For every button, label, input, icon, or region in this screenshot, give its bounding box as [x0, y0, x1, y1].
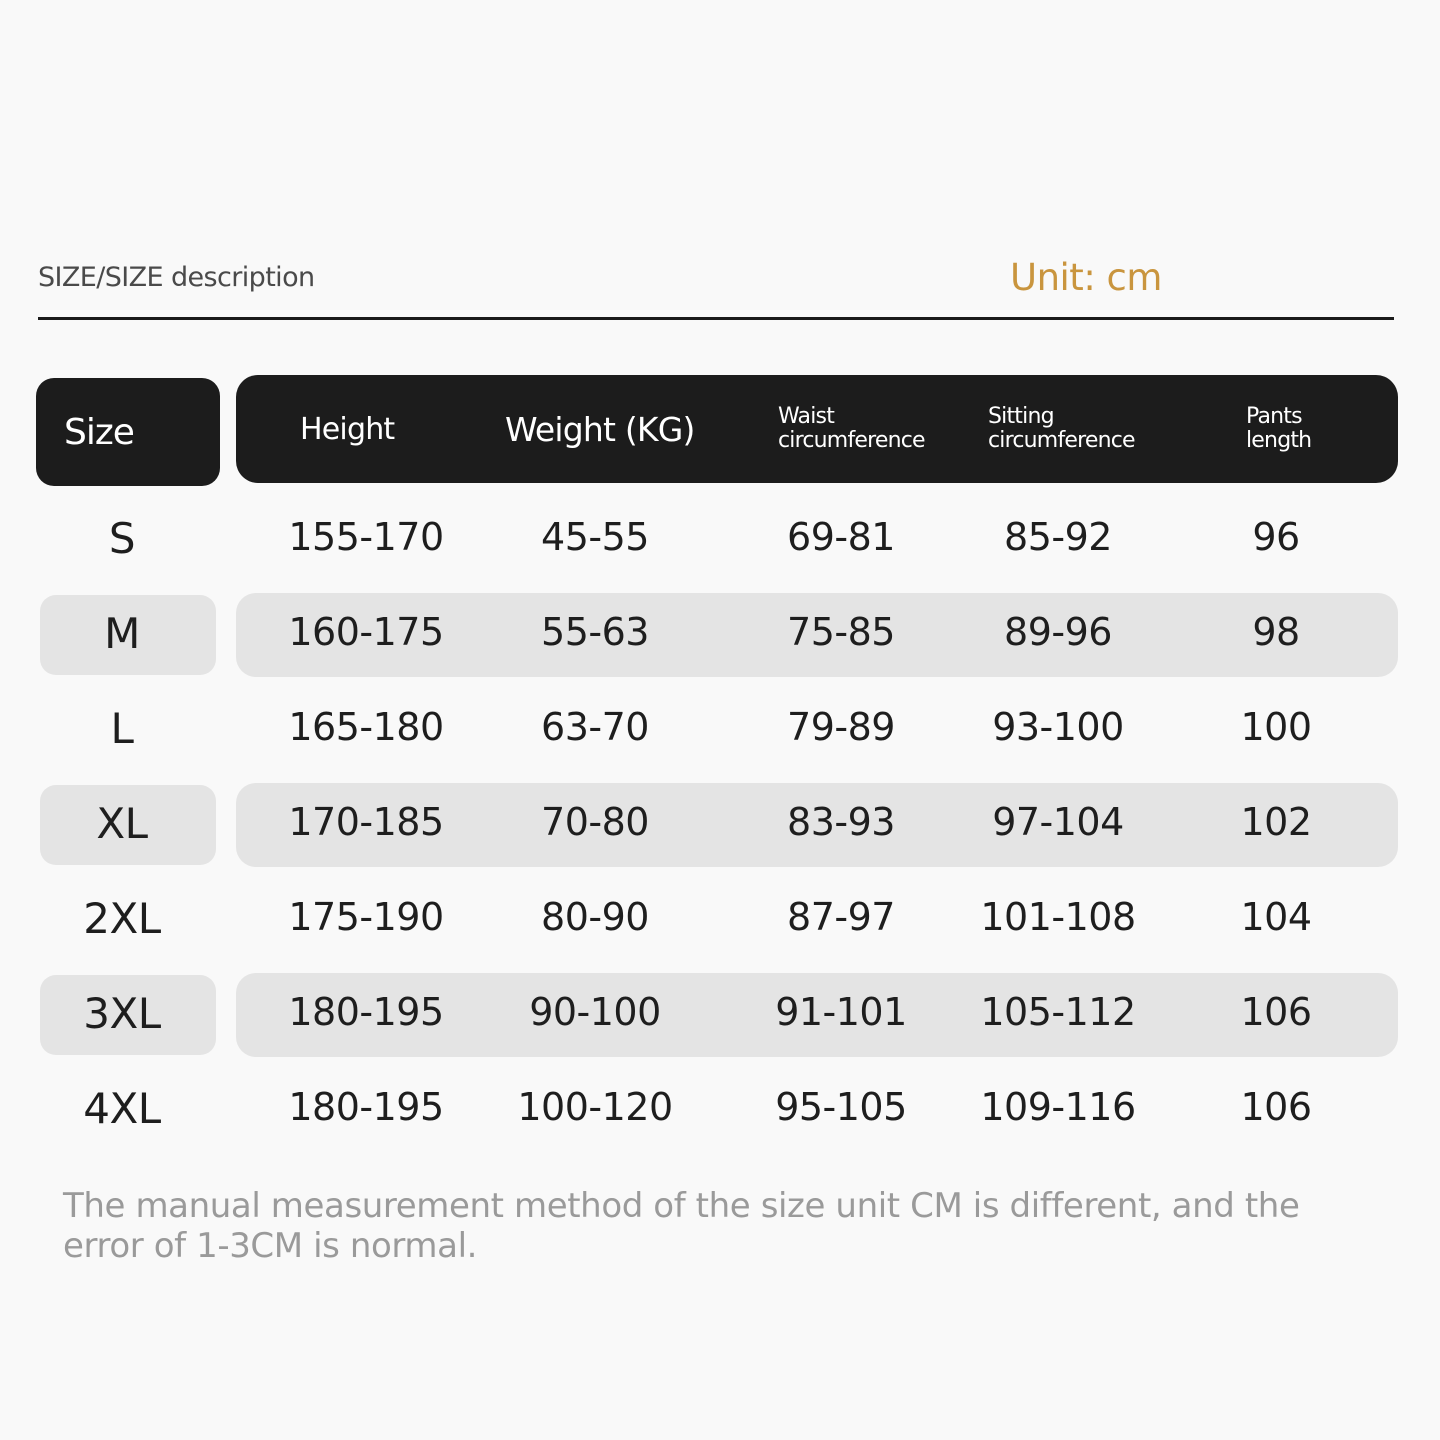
- cell-height: 155-170: [288, 515, 444, 559]
- cell-waist: 91-101: [775, 990, 907, 1034]
- cell-height: 170-185: [288, 800, 444, 844]
- cell-pants: 106: [1240, 1085, 1312, 1129]
- header-waist-line2: circumference: [778, 428, 925, 453]
- cell-weight: 63-70: [541, 705, 649, 749]
- unit-label: Unit: cm: [1010, 256, 1162, 299]
- cell-pants: 96: [1252, 515, 1300, 559]
- cell-sitting: 89-96: [1004, 610, 1112, 654]
- cell-size: S: [108, 514, 136, 563]
- cell-size: M: [104, 609, 140, 658]
- cell-size: 3XL: [83, 989, 161, 1038]
- header-weight: Weight (KG): [505, 409, 695, 449]
- cell-sitting: 101-108: [980, 895, 1136, 939]
- footnote: The manual measurement method of the size unit CM is different, and the error of 1-3CM is normal.: [63, 1186, 1300, 1266]
- header-waist: [778, 375, 925, 483]
- cell-pants: 106: [1240, 990, 1312, 1034]
- cell-size: 4XL: [83, 1084, 161, 1133]
- cell-height: 180-195: [288, 990, 444, 1034]
- header-waist-line1: Waist: [778, 404, 835, 429]
- header-sitting-line2: circumference: [988, 428, 1135, 453]
- header-pants-line2: length: [1246, 428, 1312, 453]
- cell-weight: 100-120: [517, 1085, 673, 1129]
- cell-waist: 83-93: [787, 800, 895, 844]
- header-sitting-line1: Sitting: [988, 404, 1054, 429]
- cell-sitting: 97-104: [992, 800, 1124, 844]
- header-height: Height: [300, 411, 395, 447]
- cell-height: 175-190: [288, 895, 444, 939]
- cell-weight: 80-90: [541, 895, 649, 939]
- cell-size: 2XL: [83, 894, 161, 943]
- header-size: Size: [36, 378, 220, 486]
- cell-waist: 95-105: [775, 1085, 907, 1129]
- chart-title: SIZE/SIZE description: [38, 262, 315, 293]
- cell-weight: 45-55: [541, 515, 649, 559]
- table-header: [236, 375, 1398, 483]
- cell-waist: 75-85: [787, 610, 895, 654]
- cell-height: 160-175: [288, 610, 444, 654]
- cell-waist: 87-97: [787, 895, 895, 939]
- cell-height: 165-180: [288, 705, 444, 749]
- cell-size: L: [110, 704, 134, 753]
- cell-pants: 100: [1240, 705, 1312, 749]
- cell-pants: 98: [1252, 610, 1300, 654]
- cell-sitting: 93-100: [992, 705, 1124, 749]
- cell-height: 180-195: [288, 1085, 444, 1129]
- cell-sitting: 109-116: [980, 1085, 1136, 1129]
- cell-weight: 70-80: [541, 800, 649, 844]
- header-pants-line1: Pants: [1246, 404, 1302, 429]
- cell-waist: 69-81: [787, 515, 895, 559]
- cell-sitting: 85-92: [1004, 515, 1112, 559]
- cell-weight: 55-63: [541, 610, 649, 654]
- header-pants: [1246, 375, 1311, 483]
- cell-weight: 90-100: [529, 990, 661, 1034]
- cell-size: XL: [96, 799, 148, 848]
- header-sitting: [988, 375, 1135, 483]
- cell-sitting: 105-112: [980, 990, 1136, 1034]
- cell-pants: 104: [1240, 895, 1312, 939]
- divider: [38, 317, 1394, 320]
- cell-pants: 102: [1240, 800, 1312, 844]
- cell-waist: 79-89: [787, 705, 895, 749]
